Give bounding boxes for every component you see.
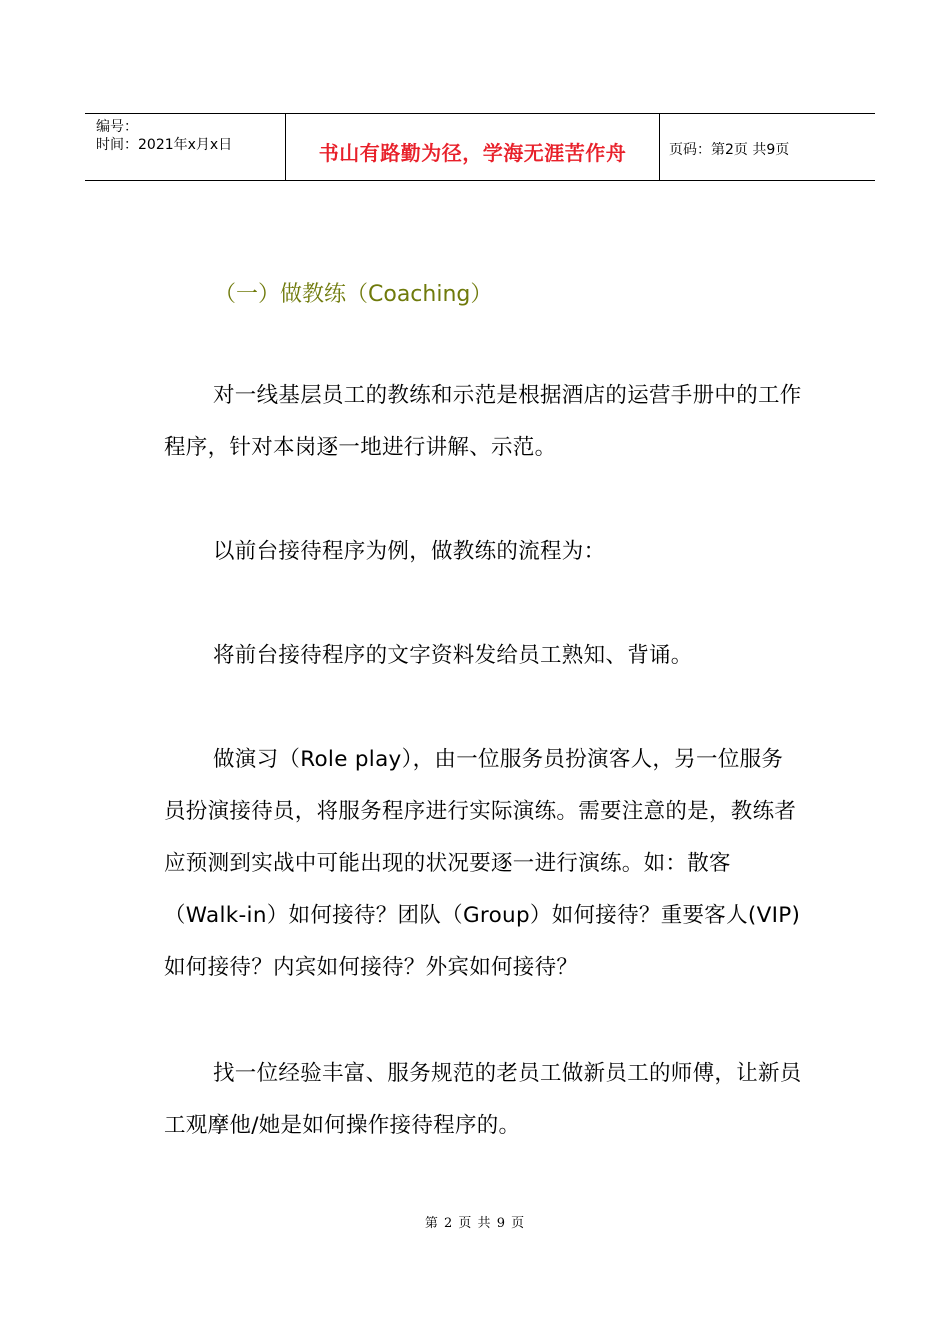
- header-motto-cell: [286, 114, 660, 180]
- number-label: 编号：: [96, 119, 138, 135]
- section-heading: （一）做教练（Coaching）: [214, 282, 493, 307]
- header-meta-cell: [85, 114, 286, 180]
- paragraph-step-role-play: 做演习（Role play），由一位服务员扮演客人，另一位服务员扮演接待员，将服务程序进行实际演练。需要注意的是，教练者应预测到实战中可能出现的状况要逐一进行演练。如：散客（Walk-in）如何接待？团队（Group）如何接待？重要客人(VIP)如何接待？内宾如何接待？外宾如何接待？: [164, 747, 801, 980]
- time-label: 时间：2021年x月x日: [96, 137, 233, 153]
- paragraph-coaching-intro: 对一线基层员工的教练和示范是根据酒店的运营手册中的工作程序，针对本岗逐一地进行讲解、示范。: [164, 383, 802, 460]
- paragraph-step-mentor: 找一位经验丰富、服务规范的老员工做新员工的师傅，让新员工观摩他/她是如何操作接待程序的。: [164, 1061, 802, 1138]
- page-info: 页码：第2页 共9页: [669, 142, 790, 158]
- page-footer: 第 2 页 共 9 页: [424, 1216, 526, 1231]
- paragraph-example-intro: 以前台接待程序为例，做教练的流程为：: [213, 539, 606, 564]
- document-header: [85, 113, 875, 181]
- header-page-cell: [660, 114, 875, 180]
- motto-text: 书山有路勤为径，学海无涯苦作舟: [318, 141, 627, 165]
- paragraph-step-materials: 将前台接待程序的文字资料发给员工熟知、背诵。: [213, 643, 693, 668]
